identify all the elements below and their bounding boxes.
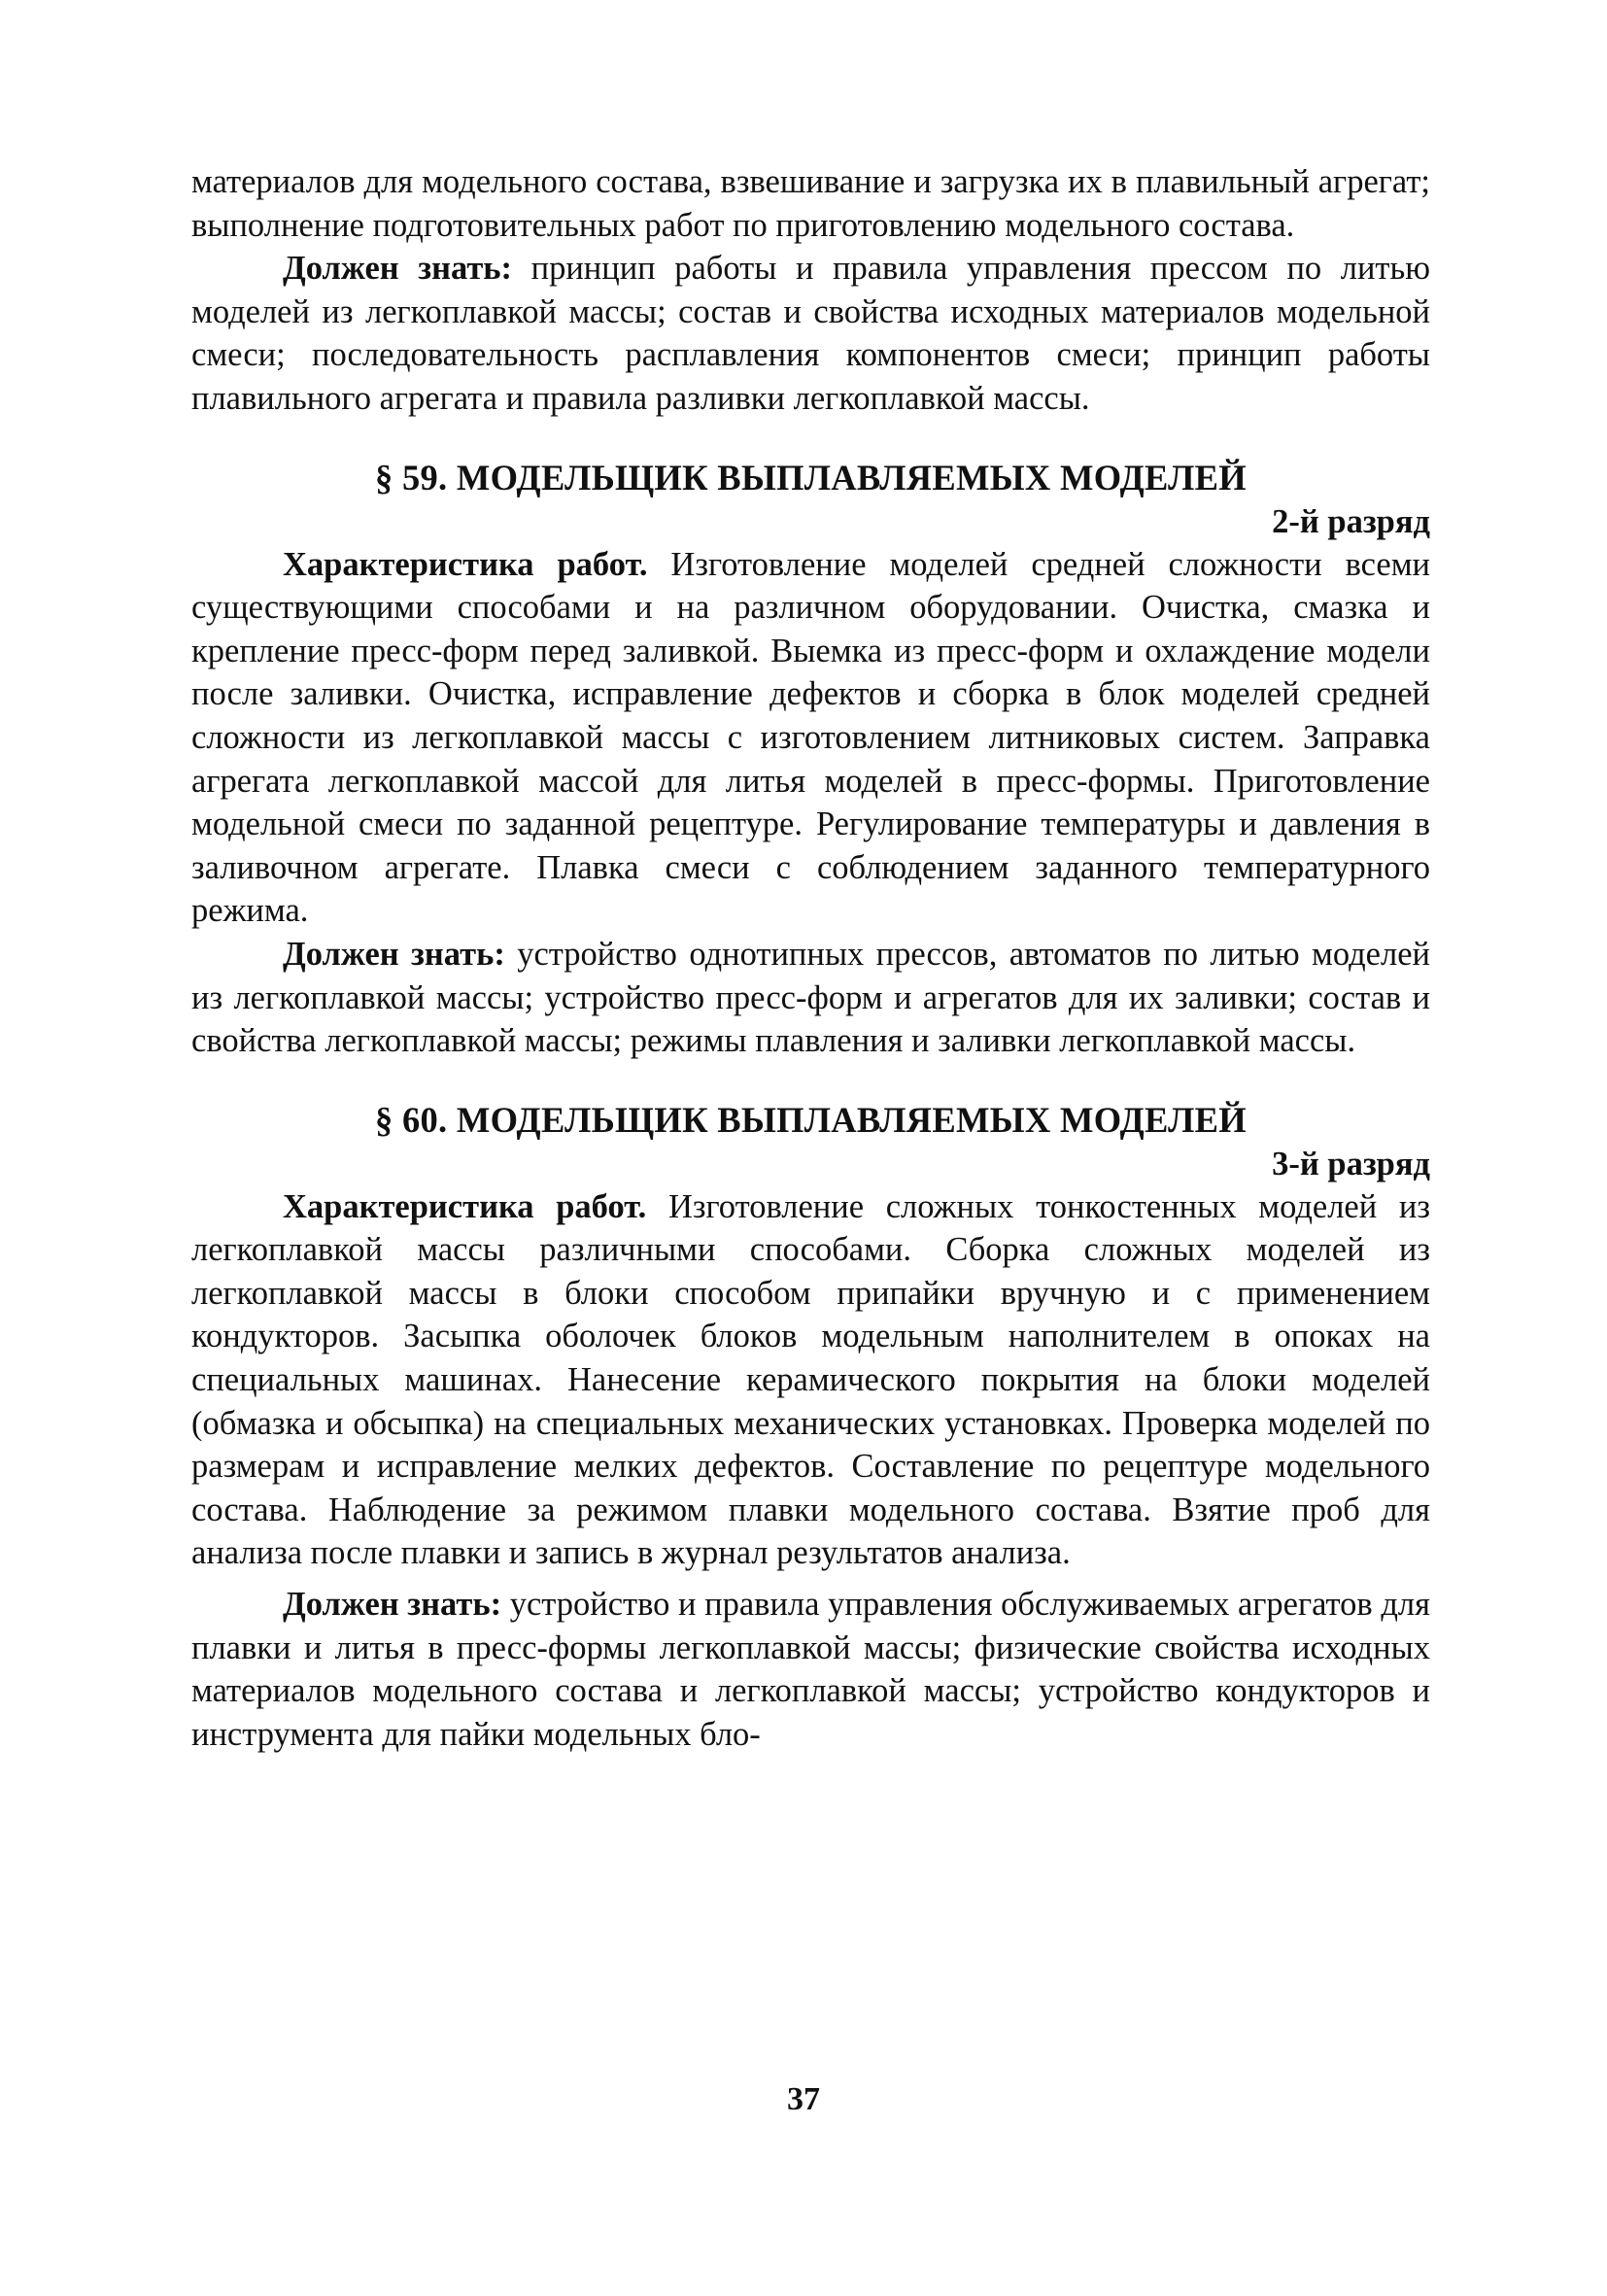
- knowledge-paragraph: [191, 1583, 1430, 1756]
- knowledge-label: Должен знать:: [283, 250, 513, 288]
- work-characteristics-paragraph: [191, 543, 1430, 933]
- work-characteristics-paragraph: [191, 1185, 1430, 1575]
- knowledge-label: Должен знать:: [283, 1586, 502, 1624]
- work-characteristics-label: Характеристика работ.: [283, 545, 648, 583]
- work-characteristics-text: Изготовление сложных тонкостенных моделей из легкоплавкой массы различными способами. Сборка сложных моделей из легкоплавкой массы в блоки способом припайки вручную и с применением кондукторов. Засыпка оболочек блоков модельным наполнителем в опоках на специальных машинах. Нанесение керамического покрытия на блоки моделей (обмазка и обсыпка) на специальных механических установках. Проверка моделей по размерам и исправление мелких дефектов. Составление по рецептуре модельного состава. Наблюдение за режимом плавки модельного состава. Взятие проб для анализа после плавки и запись в журнал результатов анализа.: [191, 1187, 1430, 1572]
- knowledge-text: устройство и правила управления обслуживаемых агрегатов для плавки и литья в пресс-формы легкоплавкой массы; физические свойства исходных материалов модельного состава и легкоплавкой массы; устройство кондукторов и инструмента для пайки модельных бло-: [191, 1586, 1431, 1753]
- section-title: § 60. МОДЕЛЬЩИК ВЫПЛАВЛЯЕМЫХ МОДЕЛЕЙ: [374, 1099, 1247, 1140]
- page-number: 37: [787, 2081, 820, 2117]
- intro-knowledge-paragraph: [191, 247, 1430, 420]
- knowledge-paragraph: [191, 933, 1430, 1063]
- knowledge-label: Должен знать:: [283, 935, 505, 973]
- grade-label: 3-й разряд: [1272, 1145, 1430, 1182]
- work-characteristics-label: Характеристика работ.: [283, 1187, 647, 1225]
- section-60: [191, 1098, 1430, 1757]
- grade-label: 2-й разряд: [1272, 502, 1430, 540]
- knowledge-text: устройство однотипных прессов, автоматов по литью моделей из легкоплавкой массы; устройство пресс-форм и агрегатов для их заливки; состав и свойства легкоплавкой массы; режимы плавления и заливки легкоплавкой массы.: [191, 935, 1430, 1060]
- page-body: [191, 160, 1430, 1756]
- section-title: § 59. МОДЕЛЬЩИК ВЫПЛАВЛЯЕМЫХ МОДЕЛЕЙ: [374, 457, 1247, 497]
- intro-continuation-paragraph: материалов для модельного состава, взвешивание и загрузка их в плавильный агрегат; выполнение подготовительных работ по приготовлению модельного состава.: [191, 163, 1430, 244]
- work-characteristics-text: Изготовление моделей средней сложности всеми существующими способами и на различном оборудовании. Очистка, смазка и крепление пресс-форм перед заливкой. Выемка из пресс-форм и охлаждение модели после заливки. Очистка, исправление дефектов и сборка в блок моделей средней сложности из легкоплавкой массы с изготовлением литниковых систем. Заправка агрегата легкоплавкой массой для литья моделей в пресс-формы. Приготовление модельной смеси по заданной рецептуре. Регулирование температуры и давления в заливочном агрегате. Плавка смеси с соблюдением заданного температурного режима.: [191, 545, 1430, 930]
- knowledge-text: принцип работы и правила управления прессом по литью моделей из легкоплавкой массы; состав и свойства исходных материалов модельной смеси; последовательность расплавления компонентов смеси; принцип работы плавильного агрегата и правила разливки легкоплавкой массы.: [191, 250, 1431, 417]
- section-59: [191, 456, 1430, 1063]
